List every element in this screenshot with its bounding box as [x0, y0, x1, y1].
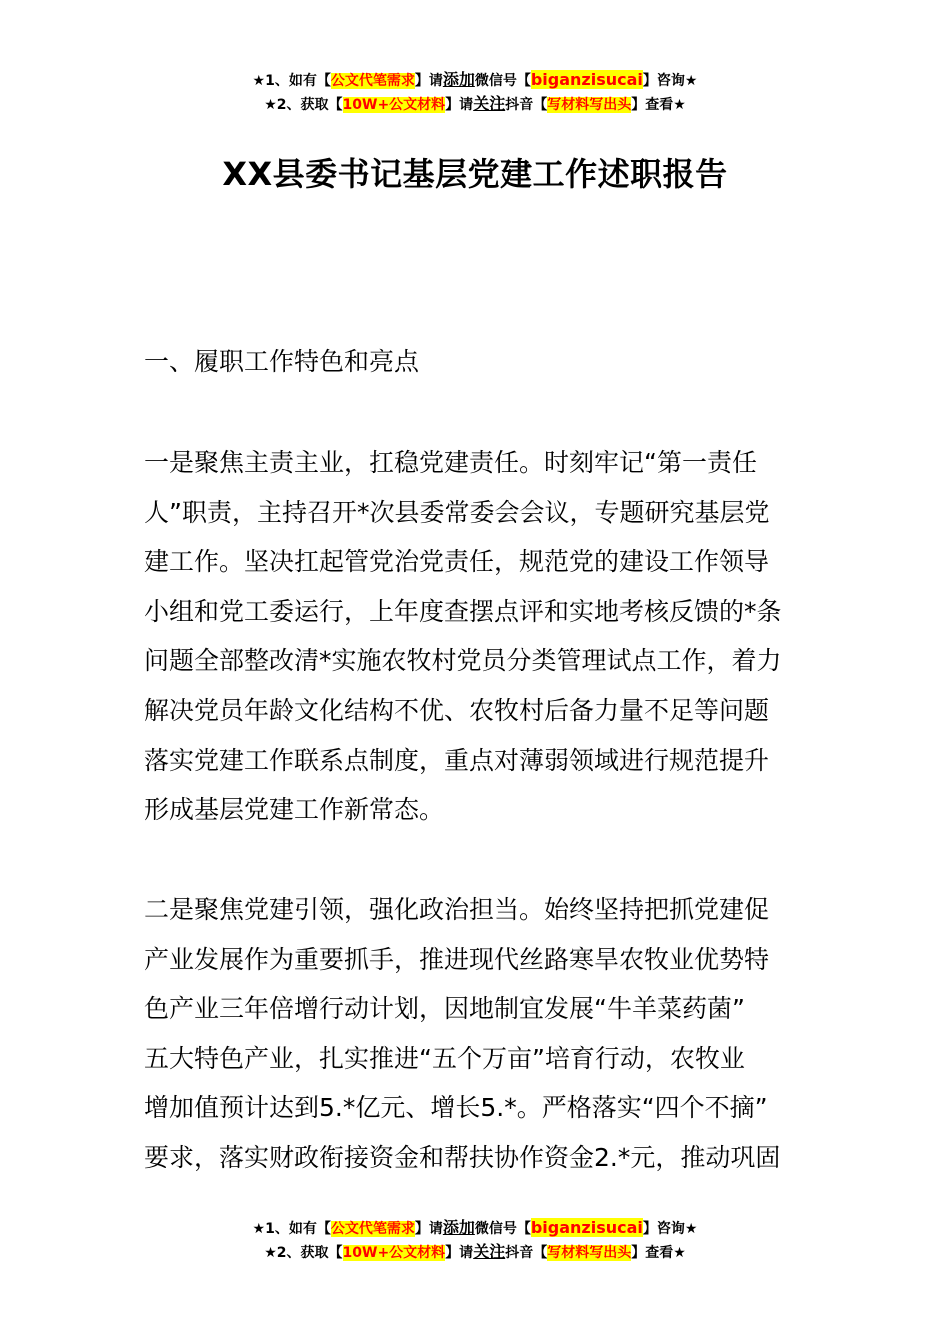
paragraph-line: 落实党建工作联系点制度，重点对薄弱领域进行规范提升 — [144, 745, 770, 775]
paragraph-line: 要求，落实财政衔接资金和帮扶协作资金2.*元，推动巩固 — [144, 1142, 781, 1172]
banner-highlight: biganzisucai — [530, 1218, 643, 1237]
banner-highlight: 写材料写出头 — [547, 97, 632, 113]
banner-text: 抖音【 — [505, 1245, 548, 1261]
banner-text: 】查看★ — [631, 97, 686, 113]
banner-text: 】咨询★ — [642, 1221, 698, 1237]
banner-underline: 关注 — [473, 1242, 506, 1261]
banner-underline: 关注 — [473, 94, 506, 113]
paragraph-line: 二是聚焦党建引领，强化政治担当。始终坚持把抓党建促 — [144, 895, 770, 924]
banner-text: 抖音【 — [505, 97, 548, 113]
banner-text: ★1、如有【 — [252, 73, 331, 89]
paragraph-line: 解决党员年龄文化结构不优、农牧村后备力量不足等问题 — [144, 695, 770, 725]
banner-highlight: 公文代笔需求 — [330, 1221, 415, 1237]
banner-text: ★2、获取【 — [264, 1245, 343, 1261]
banner-highlight: 10W+公文材料 — [342, 1245, 446, 1261]
paragraph-line: 小组和党工委运行，上年度查摆点评和实地考核反馈的*条 — [144, 596, 782, 626]
top-banner — [0, 68, 950, 116]
paragraph-line: 一是聚焦主责主业，扛稳党建责任。时刻牢记“第一责任 — [144, 448, 757, 477]
banner-underline: 添加 — [442, 1218, 475, 1237]
banner-text: 】请 — [445, 97, 474, 113]
banner-text: 微信号【 — [474, 1221, 531, 1237]
paragraph-line: 人”职责，主持召开*次县委常委会会议，专题研究基层党 — [144, 497, 770, 527]
paragraph-1 — [144, 438, 824, 835]
banner-highlight: 写材料写出头 — [547, 1245, 632, 1261]
paragraph-line: 增加值预计达到5.*亿元、增长5.*。严格落实“四个不摘” — [144, 1093, 768, 1123]
banner-text: ★2、获取【 — [264, 97, 343, 113]
banner-text: 】请 — [414, 1221, 443, 1237]
section-heading: 一、履职工作特色和亮点 — [144, 347, 420, 376]
banner-text: 】请 — [414, 73, 443, 89]
banner-line-2 — [0, 92, 950, 116]
banner-underline: 添加 — [442, 70, 475, 89]
banner-text: 】咨询★ — [642, 73, 698, 89]
banner-text: 微信号【 — [474, 73, 531, 89]
banner-line-1 — [0, 1216, 950, 1240]
banner-line-1 — [0, 68, 950, 92]
banner-text: 】查看★ — [631, 1245, 686, 1261]
banner-text: ★1、如有【 — [252, 1221, 331, 1237]
paragraph-line: 建工作。坚决扛起管党治党责任，规范党的建设工作领导 — [144, 547, 770, 577]
paragraph-line: 形成基层党建工作新常态。 — [144, 795, 445, 825]
banner-highlight: 公文代笔需求 — [330, 73, 415, 89]
paragraph-line: 色产业三年倍增行动计划，因地制宜发展“牛羊菜药菌” — [144, 994, 745, 1024]
paragraph-line: 问题全部整改清*实施农牧村党员分类管理试点工作，着力 — [144, 646, 782, 676]
banner-highlight: 10W+公文材料 — [342, 97, 446, 113]
banner-highlight: biganzisucai — [530, 70, 643, 89]
banner-line-2 — [0, 1240, 950, 1264]
banner-text: 】请 — [445, 1245, 474, 1261]
bottom-banner — [0, 1216, 950, 1264]
document-title: XX县委书记基层党建工作述职报告 — [222, 155, 728, 193]
paragraph-line: 产业发展作为重要抓手，推进现代丝路寒旱农牧业优势特 — [144, 944, 770, 974]
paragraph-2 — [144, 885, 824, 1183]
paragraph-line: 五大特色产业，扎实推进“五个万亩”培育行动，农牧业 — [144, 1043, 745, 1073]
